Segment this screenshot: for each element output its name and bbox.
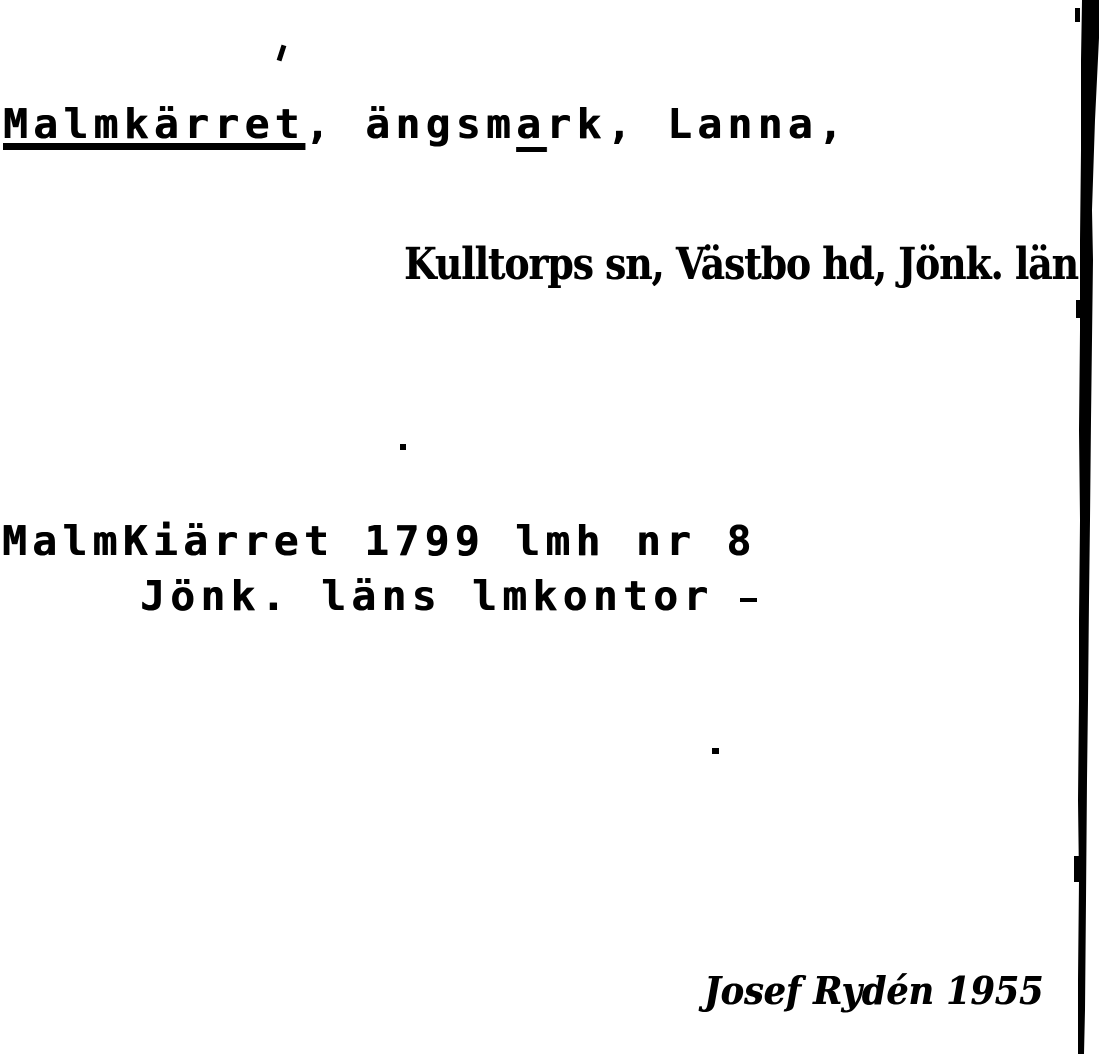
headline-rest-text: rk, Lanna, xyxy=(546,100,849,148)
district-line: Kulltorps sn, Västbo hd, Jönk. län xyxy=(404,239,1078,290)
ink-speck-dot xyxy=(400,444,406,450)
headword: Malmkärret xyxy=(3,100,305,148)
record-line-2: Jönk. läns lmkontor xyxy=(140,572,714,620)
ink-speck-apostrophe xyxy=(277,45,287,62)
headline-mid-text: , ängsm xyxy=(304,100,517,148)
stressed-letter: a xyxy=(516,100,547,148)
ink-speck-dot xyxy=(712,748,719,754)
ink-speck-dash xyxy=(740,598,757,602)
signature-line: Josef Rydén 1955 xyxy=(704,968,1044,1013)
headword-line xyxy=(3,100,849,148)
record-line-1: MalmKiärret 1799 lmh nr 8 xyxy=(2,517,757,565)
